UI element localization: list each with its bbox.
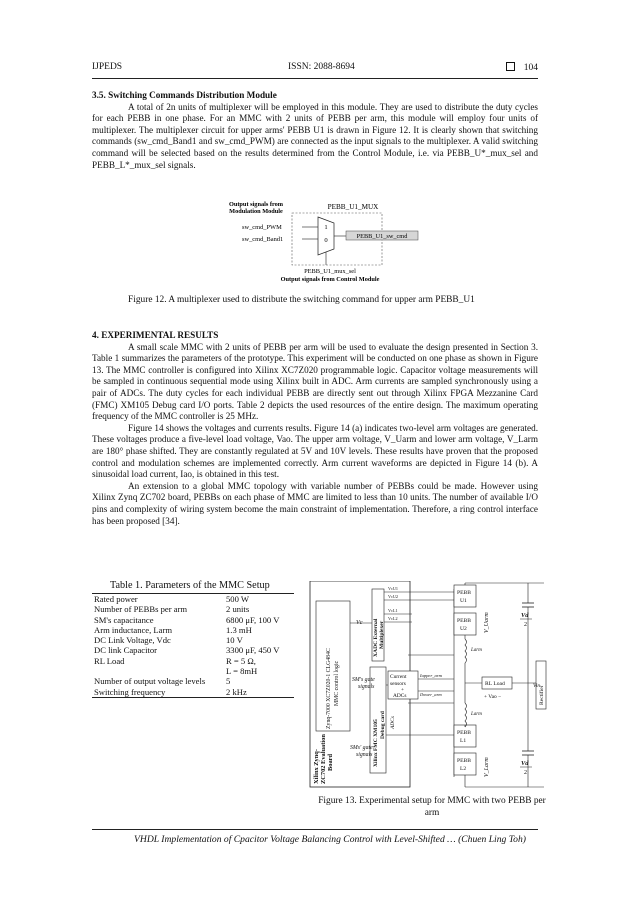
paragraph: An extension to a global MMC topology with variable number of PEBBs could be made. However using Xilinx Zynq ZC702 board, PEBBs on each phase of MMC are limited to less than 10 units. The number of available I/O pins and complexity of wiring system become the main constraint of implementation. Therefore, a ring control interface has been proposed [34]. — [92, 480, 538, 526]
figure-13-setup — [308, 581, 548, 793]
figure-13-caption: Figure 13. Experimental setup for MMC with two PEBB per arm — [318, 796, 546, 818]
table-row — [92, 594, 294, 604]
journal-name: IJPEDS — [92, 62, 123, 72]
section-3-5 — [92, 90, 538, 171]
vc-l1-label: VcL1 — [388, 608, 398, 613]
page-number-group — [506, 62, 538, 73]
param-value: 5 — [226, 676, 231, 687]
mux-trapezoid — [318, 217, 334, 255]
pebb-u1-sub: U1 — [460, 598, 467, 604]
parameters-table — [92, 594, 294, 697]
param-name: Arm inductance, Larm — [94, 624, 173, 635]
table-body — [92, 594, 294, 697]
issn: ISSN: 2088-8694 — [288, 62, 355, 72]
v-uarm-label: V_Uarm — [484, 612, 490, 633]
ilower-label: Ilower_arm — [420, 692, 442, 697]
gate-signals-2: SMs' gate — [350, 745, 373, 751]
param-name: SM's capacitance — [94, 614, 154, 625]
pebb-u2-label: PEBB — [457, 618, 471, 624]
table-1-title: Table 1. Parameters of the MMC Setup — [110, 580, 270, 591]
pebb-l2-label: PEBB — [457, 758, 471, 764]
pebb-u2-sub: U2 — [460, 626, 467, 632]
sensors-adcs: ADCs — [393, 693, 407, 699]
param-name: Switching frequency — [94, 686, 166, 697]
param-value: L = 8mH — [226, 666, 258, 677]
param-value: 2 units — [226, 604, 250, 615]
board-label: Xilinx Zynq- — [313, 749, 320, 784]
xadc-label-2: Multiplexer — [379, 620, 385, 649]
table-row — [92, 676, 294, 686]
fmc-label-2: Debug card — [380, 711, 386, 739]
paragraph: A small scale MMC with 2 units of PEBB per arm will be used to evaluate the design presented in Section 3. Table 1 summarizes the parameters of the prototype. This experiment will be conducted on one phase as shown in Figure 13. The MMC controller is configured into Xilinx XC7Z020 programmable logic. Capacitor voltage measurements will be sampled in continuous sequential mode using Xilinx built in ADC. Arm currents are sampled synchronously using a pair of ADCs. The duty cycles for each individual PEBB are directly sent out through Xilinx FPGA Mezzanine Card (FMC) XM105 Debug card I/O ports. Table 2 depicts the used resources of the entire design. The maximum operating frequency of the MMC controller is 25 MHz. — [92, 341, 538, 422]
two-bottom-label: 2 — [524, 770, 527, 776]
paragraph: A total of 2n units of multiplexer will be employed in this module. They are used to distribute the duty cycles for each PEBB in one phase. For an MMC with 2 units of PEBB per arm, this module will employ four units of multiplexer. The multiplexer circuit for upper arms' PEBB U1 is drawn in Figure 12. It is clearly shown that switching commands (sw_cmd_Band1 and sw_cmd_PWM) are connected as the input signals to the multiplexer. A valid switching command will be selected based on the results determined from the Control Module, i.e. via PEBB_U*_mux_sel and PEBB_L*_mux_sel signals. — [92, 101, 538, 170]
sensors-label-2: sensors — [390, 681, 406, 687]
adcs-label: ADCs — [390, 716, 396, 729]
vc-u1-label: VcU1 — [388, 586, 399, 591]
figure-12-caption: Figure 12. A multiplexer used to distribute the switching command for upper arm PEBB_U1 — [128, 295, 475, 305]
page-number: 104 — [523, 63, 538, 73]
param-value: 10 V — [226, 635, 243, 646]
gate-signals-2b: signals — [356, 752, 373, 758]
label-modulation-2: Modulation Module — [229, 208, 283, 215]
figure-12-multiplexer — [226, 196, 422, 284]
param-name: Number of PEBBs per arm — [94, 604, 188, 615]
param-name: RL Load — [94, 655, 125, 666]
vd-bottom-label: Vd — [521, 760, 529, 767]
param-value: 500 W — [226, 594, 249, 604]
mux-input-0: 0 — [324, 237, 328, 244]
inductor-lower-icon — [465, 703, 467, 727]
table-row — [92, 635, 294, 645]
param-value: R = 5 Ω, — [226, 655, 256, 666]
rl-load-label: RL Load — [485, 681, 505, 687]
chip-label: Zynq-7000 XC7Z020-1 CLG484C — [326, 648, 332, 729]
param-value: 3300 μF, 450 V — [226, 645, 280, 656]
rectifier-label: Rectifier — [539, 685, 545, 705]
pebb-l2-sub: L2 — [460, 766, 467, 772]
input-pwm-label: sw_cmd_PWM — [242, 224, 282, 231]
input-band-label: sw_cmd_Band1 — [242, 236, 284, 243]
gate-signals-1: SM's gate — [352, 677, 375, 683]
paragraph: Figure 14 shows the voltages and currents results. Figure 14 (a) indicates two-level arm voltages are generated. These voltages produce a five-level load voltage, Vao. The upper arm voltage, V_Uarm and lower arm voltage, V_Larm are 180° phase shifted. They are constantly regulated at 5V and 10V levels. These results have proven that the proposed control and modulation schemes are implemented correctly. Arm current waveforms are depicted in Figure 14 (b). A sinusoidal load current, Iao, is obtained in this test. — [92, 422, 538, 480]
section-4 — [92, 330, 538, 527]
footer-rule — [92, 829, 538, 830]
param-name: Rated power — [94, 594, 138, 604]
param-name: DC Link Voltage, Vdc — [94, 635, 171, 646]
vao-label: + Vao − — [484, 694, 502, 700]
sensors-plus: + — [401, 687, 405, 693]
running-footer: VHDL Implementation of Cpacitor Voltage Balancing Control with Level-Shifted … (Chuen Ling Toh) — [134, 834, 526, 845]
pebb-u1-label: PEBB — [457, 590, 471, 596]
param-name: DC link Capacitor — [94, 645, 158, 656]
output-label: PEBB_U1_sw_cmd — [356, 232, 408, 240]
vc-l2-label: VcL2 — [388, 616, 398, 621]
fmc-label: Xilinx FMC XM105 — [373, 719, 379, 767]
zynq-chip-box — [316, 601, 350, 731]
pebb-l1-label: PEBB — [457, 730, 471, 736]
table-row — [92, 656, 294, 666]
sensors-label: Current — [390, 674, 407, 680]
param-name: Number of output voltage levels — [94, 676, 206, 687]
chip-label-2: MMC control logic — [334, 660, 340, 706]
vd-top-label: Vd — [521, 612, 529, 619]
table-row — [92, 645, 294, 655]
param-value: 2 kHz — [226, 686, 247, 697]
running-header — [92, 62, 538, 76]
table-row — [92, 625, 294, 635]
larm-lower-label: Larm — [471, 712, 482, 717]
larm-upper-label: Larm — [471, 648, 482, 653]
vin-label: Vin — [533, 683, 541, 689]
inductor-upper-icon — [465, 639, 467, 663]
xadc-label: XADC External — [373, 618, 379, 657]
table-row — [92, 604, 294, 614]
label-modulation-1: Output signals from — [228, 201, 284, 208]
board-label-2: ZC702 Evaluation — [320, 734, 327, 784]
table-row — [92, 615, 294, 625]
table-row — [92, 687, 294, 697]
vc-label: Vc — [356, 619, 363, 626]
header-rule — [92, 78, 538, 79]
board-label-3: Board — [327, 753, 334, 771]
pebb-l1-sub: L1 — [460, 738, 467, 744]
v-larm-label: V_Larm — [484, 757, 490, 777]
two-top-label: 2 — [524, 622, 527, 628]
section-heading: 3.5. Switching Commands Distribution Module — [92, 90, 277, 100]
table-rule-bottom — [92, 697, 294, 698]
param-name — [92, 666, 224, 676]
iupper-label: Iupper_arm — [420, 673, 442, 678]
param-value: 1.3 mH — [226, 624, 252, 635]
control-label: Output signals from Control Module — [280, 276, 380, 283]
mux-block-name: PEBB_U1_MUX — [327, 203, 379, 211]
gate-signals-1b: signals — [358, 684, 375, 690]
vc-u2-label: VcU2 — [388, 594, 399, 599]
checkbox-icon — [506, 62, 515, 71]
table-1 — [92, 593, 294, 698]
sel-label: PEBB_U1_mux_sel — [304, 268, 356, 275]
section-heading: 4. EXPERIMENTAL RESULTS — [92, 330, 219, 340]
param-value: 6800 μF, 100 V — [226, 614, 280, 625]
mux-input-1: 1 — [324, 224, 328, 231]
table-row — [92, 666, 294, 676]
